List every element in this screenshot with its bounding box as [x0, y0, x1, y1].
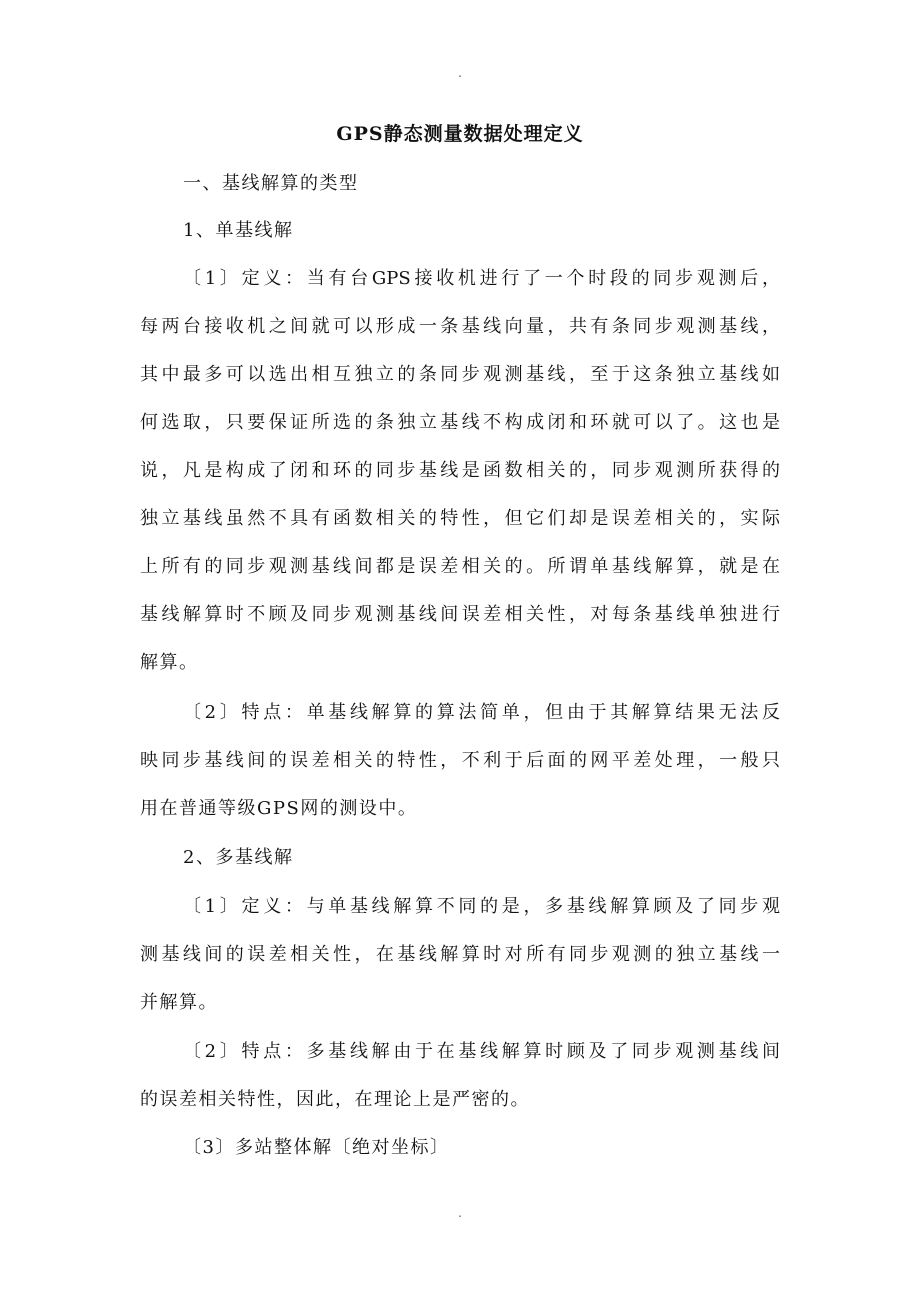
paragraph-line: 〔1〕定义：当有台GPS接收机进行了一个时段的同步观测后，	[183, 268, 780, 289]
paragraph-line: 〔2〕特点：单基线解算的算法简单，但由于其解算结果无法反	[183, 702, 780, 723]
paragraph-line: 的误差相关特性，因此，在理论上是严密的。	[140, 1089, 530, 1110]
paragraph-line: 映同步基线间的误差相关的特性，不利于后面的网平差处理，一般只	[140, 750, 780, 771]
paragraph-line: 用在普通等级GPS网的测设中。	[140, 798, 418, 819]
paragraph-line: 独立基线虽然不具有函数相关的特性，但它们却是误差相关的，实际	[140, 508, 780, 529]
paragraph-line: 每两台接收机之间就可以形成一条基线向量，共有条同步观测基线，	[140, 316, 780, 337]
paragraph-line: 基线解算时不顾及同步观测基线间误差相关性，对每条基线单独进行	[140, 604, 780, 625]
section-heading-1: 一、基线解算的类型	[183, 173, 359, 194]
paragraph-line: 上所有的同步观测基线间都是误差相关的。所谓单基线解算，就是在	[140, 556, 780, 577]
paragraph-line: 测基线间的误差相关性，在基线解算时对所有同步观测的独立基线一	[140, 944, 780, 965]
paragraph-line: 〔3〕多站整体解〔绝对坐标〕	[183, 1137, 450, 1158]
document-title: GPS静态测量数据处理定义	[336, 123, 584, 145]
paragraph-line: 〔1〕定义：与单基线解算不同的是，多基线解算顾及了同步观	[183, 896, 780, 917]
page-marker-top: .	[458, 66, 462, 80]
paragraph-line: 何选取，只要保证所选的条独立基线不构成闭和环就可以了。这也是	[140, 412, 780, 433]
paragraph-line: 其中最多可以选出相互独立的条同步观测基线，至于这条独立基线如	[140, 364, 780, 385]
subsection-heading-single-baseline: 1、单基线解	[183, 220, 294, 241]
page-marker-bottom: .	[458, 1206, 462, 1220]
paragraph-line: 说，凡是构成了闭和环的同步基线是函数相关的，同步观测所获得的	[140, 460, 780, 481]
paragraph-line: 解算。	[140, 652, 199, 673]
paragraph-line: 〔2〕特点：多基线解由于在基线解算时顾及了同步观测基线间	[183, 1041, 780, 1062]
subsection-heading-multi-baseline: 2、多基线解	[183, 847, 294, 868]
paragraph-line: 并解算。	[140, 992, 218, 1013]
